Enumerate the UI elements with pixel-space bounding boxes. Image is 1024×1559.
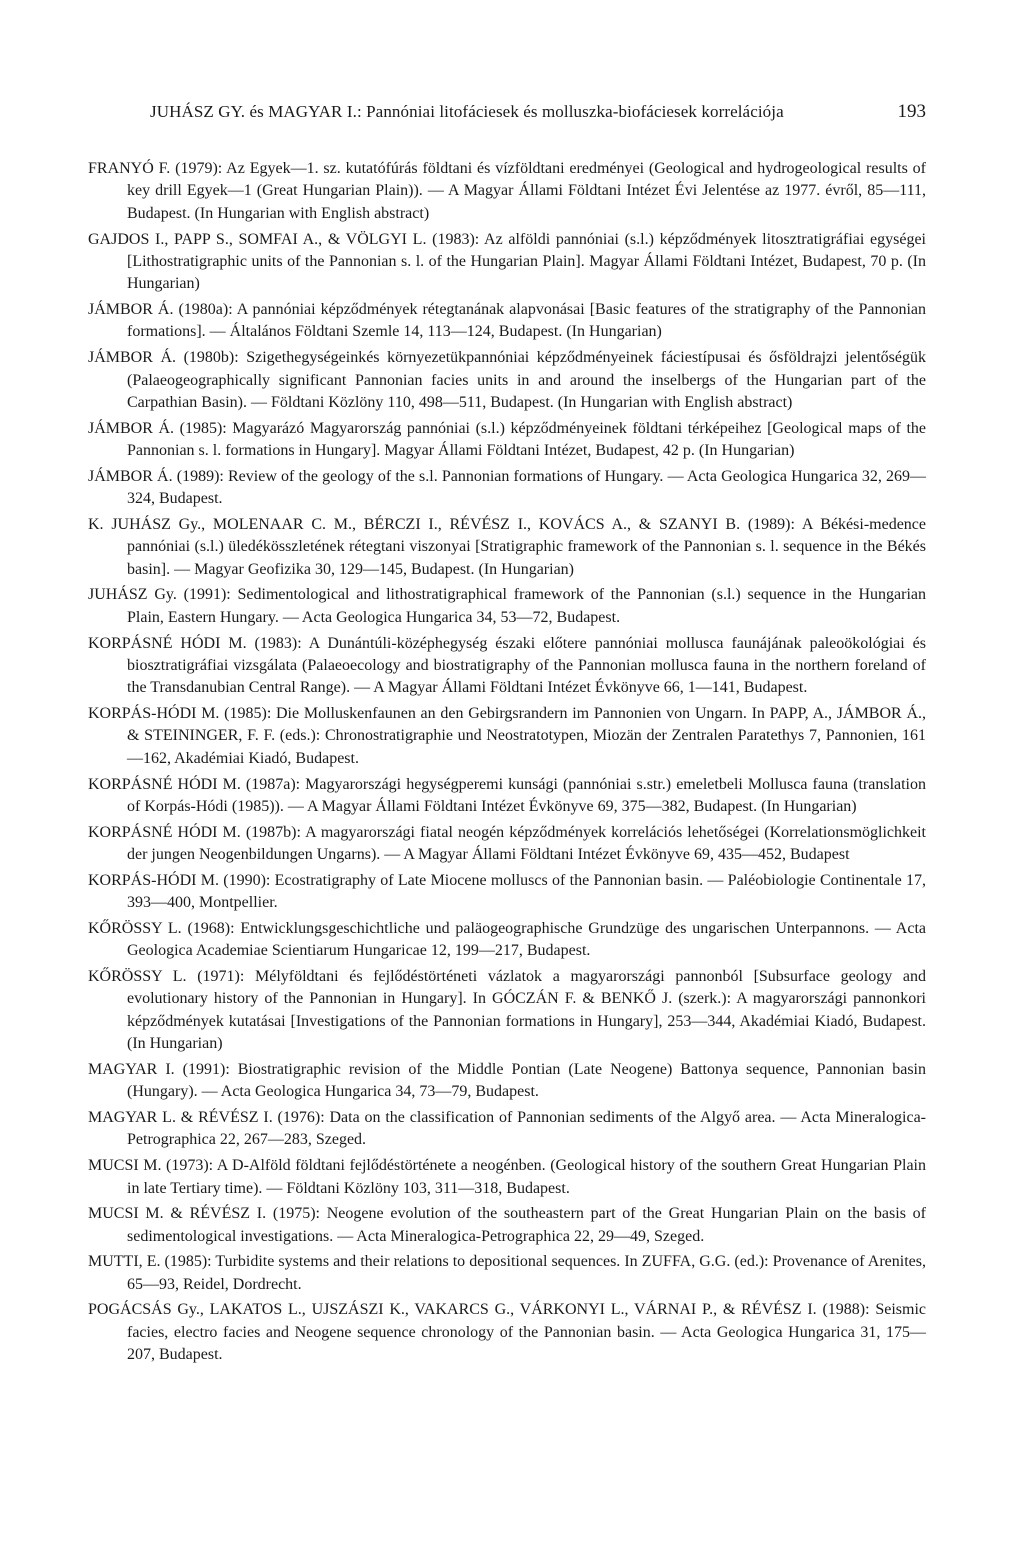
journal-page xyxy=(88,100,926,1370)
reference-item: JÁMBOR Á. (1985): Magyarázó Magyarország pannóniai (s.l.) képződményeinek földtani térképeihez [Geological maps of the Pannonian s. l. formations in Hungary]. Magyar Állami Földtani Intézet, Budapest, 42 p. (In Hungarian) xyxy=(88,419,926,460)
running-title: JUHÁSZ GY. és MAGYAR I.: Pannóniai litofáciesek és molluszka-biofáciesek korrelációja xyxy=(150,102,784,121)
reference-item: JUHÁSZ Gy. (1991): Sedimentological and lithostratigraphical framework of the Pannonian (s.l.) sequence in the Hungarian Plain, Eastern Hungary. — Acta Geologica Hungarica 34, 53—72, Budapest. xyxy=(88,586,926,626)
reference-item: MUTTI, E. (1985): Turbidite systems and their relations to depositional sequences. In ZUFFA, G.G. (ed.): Provenance of Arenites, 65—93, Reidel, Dordrecht. xyxy=(88,1253,926,1293)
reference-item: JÁMBOR Á. (1989): Review of the geology of the s.l. Pannonian formations of Hungary. — Acta Geologica Hungarica 32, 269—324, Budapest. xyxy=(88,467,926,508)
reference-list xyxy=(88,158,926,1367)
reference-item: KORPÁSNÉ HÓDI M. (1983): A Dunántúli-középhegység északi előtere pannóniai mollusca faunájának paleoökológiai és biosztratigráfiai vizsgálata (Palaeoecology and biostratigraphy of the Pannonian mollusca fauna in the northern foreland of the Transdanubian Central Range). — A Magyar Állami Földtani Intézet Évkönyve 66, 1—141, Budapest. xyxy=(88,634,926,697)
reference-item: JÁMBOR Á. (1980b): Szigethegységeinkés környezetükpannóniai képződményeinek fáciestípusai és ősföldrajzi jelentőségük (Palaeogeographically significant Pannonian facies units in and around the inselbergs of the Hungarian part of the Carpathian Basin). — Földtani Közlöny 110, 498—511, Budapest. (In Hungarian with English abstract) xyxy=(88,349,926,411)
reference-item: JÁMBOR Á. (1980a): A pannóniai képződmények rétegtanának alapvonásai [Basic features of the stratigraphy of the Pannonian formations]. — Általános Földtani Szemle 14, 113—124, Budapest. (In Hungarian) xyxy=(88,301,926,341)
running-header xyxy=(88,100,926,124)
reference-item: KORPÁSNÉ HÓDI M. (1987b): A magyarországi fiatal neogén képződmények korrelációs lehetőségei (Korrelationsmöglichkeit der jungen Neogenbildungen Ungarns). — A Magyar Állami Földtani Intézet Évkönyve 69, 435—452, Budapest xyxy=(88,823,926,864)
reference-item: MUCSI M. & RÉVÉSZ I. (1975): Neogene evolution of the southeastern part of the Great Hungarian Plain on the basis of sedimentological investigations. — Acta Mineralogica-Petrographica 22, 29—49, Szeged. xyxy=(88,1205,926,1245)
reference-item: KORPÁSNÉ HÓDI M. (1987a): Magyarországi hegységperemi kunsági (pannóniai s.str.) emeletbeli Mollusca fauna (translation of Korpás-Hódi (1985)). — A Magyar Állami Földtani Intézet Évkönyve 69, 375—382, Budapest. (In Hungarian) xyxy=(88,775,926,815)
reference-item: KORPÁS-HÓDI M. (1985): Die Molluskenfaunen an den Gebirgsrandern im Pannonien von Ungarn. In PAPP, A., JÁMBOR Á., & STEININGER, F. F. (eds.): Chronostratigraphie und Neostratotypen, Miozän der Zentralen Paratethys 7, Pannonien, 161—162, Akadémiai Kiadó, Budapest. xyxy=(88,705,926,767)
reference-item: KŐRÖSSY L. (1968): Entwicklungsgeschichtliche und paläogeographische Grundzüge des ungarischen Unterpannons. — Acta Geologica Academiae Scientiarum Hungaricae 12, 199—217, Budapest. xyxy=(88,919,926,960)
reference-item: MAGYAR L. & RÉVÉSZ I. (1976): Data on the classification of Pannonian sediments of the Algyő area. — Acta Mineralogica-Petrographica 22, 267—283, Szeged. xyxy=(88,1109,926,1149)
reference-item: K. JUHÁSZ Gy., MOLENAAR C. M., BÉRCZI I., RÉVÉSZ I., KOVÁCS A., & SZANYI B. (1989): A Békési-medence pannóniai (s.l.) üledékösszletének rétegtani viszonyai [Stratigraphic framework of the Pannonian s. l. sequence in the Békés basin]. — Magyar Geofizika 30, 129—145, Budapest. (In Hungarian) xyxy=(88,515,926,578)
reference-item: KŐRÖSSY L. (1971): Mélyföldtani és fejlődéstörténeti vázlatok a magyarországi pannonból [Subsurface geology and evolutionary history of the Pannonian in Hungary]. In GÓCZÁN F. & BENKŐ J. (szerk.): A magyarországi pannonkori képződmények kutatásai [Investigations of the Pannonian formations in Hungary], 253—344, Akadémiai Kiadó, Budapest. (In Hungarian) xyxy=(88,967,926,1053)
reference-item: KORPÁS-HÓDI M. (1990): Ecostratigraphy of Late Miocene molluscs of the Pannonian basin. — Paléobiologie Continentale 17, 393—400, Montpellier. xyxy=(88,871,926,912)
reference-item: MUCSI M. (1973): A D-Alföld földtani fejlődéstörténete a neogénben. (Geological history of the southern Great Hungarian Plain in late Tertiary time). — Földtani Közlöny 103, 311—318, Budapest. xyxy=(88,1157,926,1197)
reference-item: FRANYÓ F. (1979): Az Egyek—1. sz. kutatófúrás földtani és vízföldtani eredményei (Geological and hydrogeological results of key drill Egyek—1 (Great Hungarian Plain)). — A Magyar Állami Földtani Intézet Évi Jelentése az 1977. évről, 85—111, Budapest. (In Hungarian with English abstract) xyxy=(88,160,926,222)
reference-item: GAJDOS I., PAPP S., SOMFAI A., & VÖLGYI L. (1983): Az alföldi pannóniai (s.l.) képződmények litosztratigráfiai egységei [Lithostratigraphic units of the Pannonian s. l. of the Hungarian Plain]. Magyar Állami Földtani Intézet, Budapest, 70 p. (In Hungarian) xyxy=(88,230,926,293)
reference-item: POGÁCSÁS Gy., LAKATOS L., UJSZÁSZI K., VAKARCS G., VÁRKONYI L., VÁRNAI P., & RÉVÉSZ I. (1988): Seismic facies, electro facies and Neogene sequence chronology of the Pannonian basin. — Acta Geologica Hungarica 31, 175—207, Budapest. xyxy=(88,1301,926,1364)
page-number: 193 xyxy=(897,101,926,122)
reference-item: MAGYAR I. (1991): Biostratigraphic revision of the Middle Pontian (Late Neogene) Battonya sequence, Pannonian basin (Hungary). — Acta Geologica Hungarica 34, 73—79, Budapest. xyxy=(88,1060,926,1101)
